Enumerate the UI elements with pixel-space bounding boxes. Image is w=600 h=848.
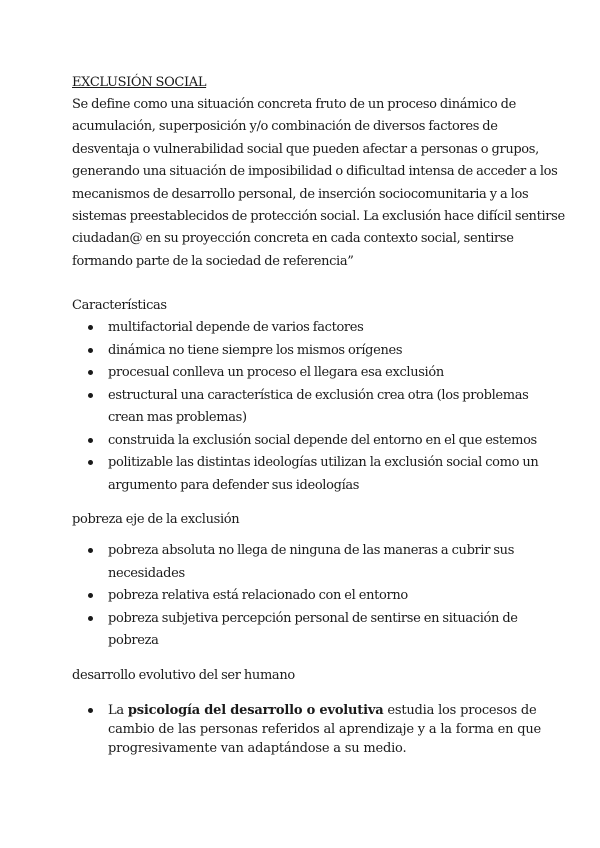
list-item <box>72 452 539 497</box>
bullet-icon <box>88 393 93 398</box>
list-item-text: politizable las distintas ideologías utilizan la exclusión social como un <box>108 455 539 471</box>
list-item-text: pobreza relativa está relacionado con el entorno <box>108 588 408 604</box>
list-item-text <box>108 701 537 720</box>
list-item <box>72 585 532 608</box>
bullet-icon <box>88 616 93 621</box>
bold-term: psicología del desarrollo o evolutiva <box>127 702 384 718</box>
list-item-text: estructural una característica de exclusión crea otra (los problemas <box>108 387 529 403</box>
bullet-icon <box>88 593 93 598</box>
list-item-text: argumento para defender sus ideologías <box>108 477 360 493</box>
list-item-text: pobreza <box>108 633 159 649</box>
list-item <box>72 317 532 340</box>
prefix-text: La <box>108 702 128 718</box>
list-item <box>72 608 532 653</box>
caracteristicas-list <box>72 317 539 497</box>
list-item <box>72 385 532 430</box>
bullet-icon <box>88 370 93 375</box>
list-item-text: progresivamente van adaptándose a su medio. <box>108 740 407 756</box>
caracteristicas-heading: Características <box>72 298 167 314</box>
bullet-icon <box>88 708 93 713</box>
intro-line: desventaja o vulnerabilidad social que pueden afectar a personas o grupos, <box>72 141 539 157</box>
rest-text: estudia los procesos de <box>383 702 537 718</box>
list-item <box>72 340 532 363</box>
list-item-text: crean mas problemas) <box>108 410 247 426</box>
intro-line: mecanismos de desarrollo personal, de inserción sociocomunitaria y a los <box>72 186 529 202</box>
bullet-icon <box>88 325 93 330</box>
bullet-icon <box>88 348 93 353</box>
list-item <box>72 362 532 385</box>
intro-paragraph <box>72 94 565 273</box>
list-item <box>72 430 537 453</box>
list-item-text: multifactorial depende de varios factores <box>108 320 364 336</box>
desarrollo-list <box>72 701 542 758</box>
pobreza-heading: pobreza eje de la exclusión <box>72 512 240 528</box>
list-item-text: dinámica no tiene siempre los mismos orígenes <box>108 342 403 358</box>
list-item-text: cambio de las personas referidos al aprendizaje y a la forma en que <box>108 721 542 737</box>
list-item-text: procesual conlleva un proceso el llegara esa exclusión <box>108 365 444 381</box>
desarrollo-heading: desarrollo evolutivo del ser humano <box>72 667 295 683</box>
intro-line: sistemas preestablecidos de protección social. La exclusión hace difícil sentirse <box>72 209 565 225</box>
list-item <box>72 701 542 758</box>
bullet-icon <box>88 438 93 443</box>
bullet-icon <box>88 548 93 553</box>
list-item-text: construida la exclusión social depende del entorno en el que estemos <box>108 432 537 448</box>
bullet-icon <box>88 460 93 465</box>
document-page <box>72 72 565 758</box>
list-item-text: necesidades <box>108 565 185 581</box>
pobreza-list <box>72 540 532 653</box>
intro-line: generando una situación de imposibilidad o dificultad intensa de acceder a los <box>72 164 558 180</box>
page-title: EXCLUSIÓN SOCIAL <box>72 75 207 90</box>
list-item-text: pobreza absoluta no llega de ninguna de las maneras a cubrir sus <box>108 543 515 559</box>
list-item-text: pobreza subjetiva percepción personal de sentirse en situación de <box>108 610 518 626</box>
intro-line: ciudadan@ en su proyección concreta en cada contexto social, sentirse <box>72 231 514 247</box>
intro-line: formando parte de la sociedad de referencia” <box>72 253 354 269</box>
intro-line: Se define como una situación concreta fruto de un proceso dinámico de <box>72 97 516 112</box>
list-item <box>72 540 532 585</box>
intro-line: acumulación, superposición y/o combinación de diversos factores de <box>72 119 498 135</box>
